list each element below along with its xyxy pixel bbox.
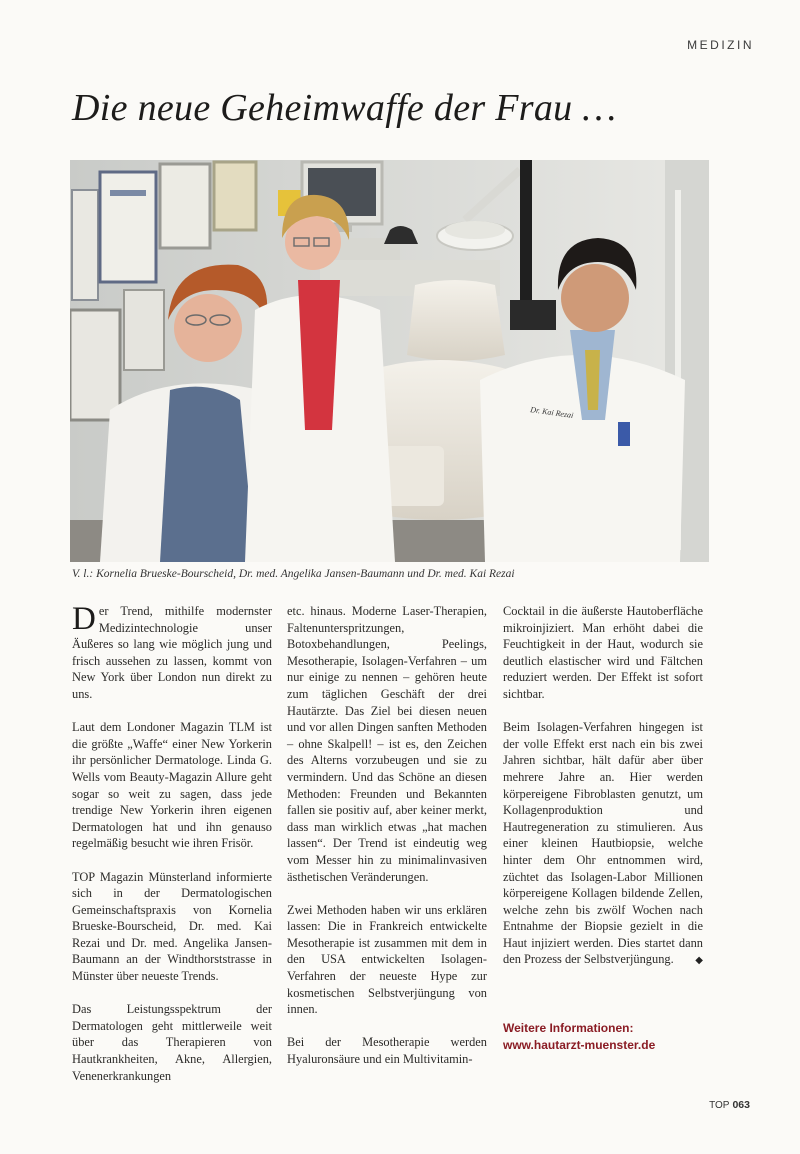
website-link[interactable]: www.hautarzt-muenster.de xyxy=(503,1038,656,1052)
paragraph xyxy=(503,719,703,968)
photo-caption: V. l.: Kornelia Brueske-Bourscheid, Dr. med. Angelika Jansen-Baumann und Dr. med. Kai Rezai xyxy=(72,568,515,580)
paragraph xyxy=(72,603,272,703)
more-info xyxy=(503,1020,723,1054)
headline: Die neue Geheimwaffe der Frau … xyxy=(72,87,617,129)
page-footer xyxy=(709,1099,750,1111)
text-column-1 xyxy=(72,603,272,1101)
text-column-3 xyxy=(503,603,703,985)
paragraph: Das Leistungsspektrum der Dermatologen geht mittlerweile weit über das Therapieren von Hautkrankheiten, Akne, Allergien, Venenerkrankungen xyxy=(72,1002,272,1083)
magazine-name: TOP xyxy=(709,1100,730,1111)
drop-cap: D xyxy=(72,601,96,637)
section-label: MEDIZIN xyxy=(687,38,754,52)
paragraph: Bei der Mesotherapie werden Hyaluronsäure und ein Multivitamin- xyxy=(287,1035,487,1067)
paragraph-text: Beim Isolagen-Verfahren hingegen ist der volle Effekt erst nach ein bis zwei Jahren sichtbar, hält dafür aber über mehrere Jahre an. Hier werden körpereigene Fibroblasten genutzt, um Kollagenproduktion und Hautregeneration zu stimulieren. Aus einer kleinen Hautbiopsie, welche hinter dem Ohr entnommen wird, züchtet das Isolagen-Labor Millionen körpereigene Kollagen bildende Zellen, welche zehn bis zwölf Wochen nach Entnahme der Biopsie gezielt in die Haut injiziert werden. Dies startet dann den Prozess der Selbstverjüngung. xyxy=(503,720,703,967)
paragraph: Cocktail in die äußerste Hautoberfläche mikroinjiziert. Man erhöht dabei die Feuchtigkeit in der Haut, wodurch sie deutlich elastischer wird und Fältchen reduziert werden. Der Effekt ist sofort sichtbar. xyxy=(503,604,703,701)
text-column-2 xyxy=(287,603,487,1084)
more-info-label: Weitere Informationen: xyxy=(503,1021,634,1035)
article-photo xyxy=(70,160,709,562)
paragraph: Laut dem Londoner Magazin TLM ist die größte „Waffe“ einer New Yorkerin ihr persönlicher Dermatologe. Linda G. Wells vom Beauty-Magazin Allure geht sogar so weit zu sagen, dass jede trendige New Yorkerin ihren eigenen Dermatologen hat und ihn genauso regelmäßig besucht wie ihren Frisör. xyxy=(72,720,272,851)
paragraph: etc. hinaus. Moderne Laser-Therapien, Faltenunterspritzungen, Botoxbehandlungen, Peelings, Mesotherapie, Isolagen-Verfahren – um nur einige zu nennen – gehören heute zum täglichen Geschäft der drei Hautärzte. Das Ziel bei diesen neuen und vor allen Dingen sanften Methoden – ohne Skalpell! – ist es, den Zeichen des Alterns vorzubeugen und sie zu vermindern. Und das Schöne an diesen Methoden: Freunden und Bekannten fallen sie positiv auf, aber keiner merkt, dass man wirklich etwas „hat machen lassen“. Der Trend ist eindeutig weg vom Messer hin zu minimalinvasiven ästhetischen Veränderungen. xyxy=(287,604,487,884)
coat-name-badge: Dr. Kai Rezai xyxy=(529,405,574,421)
end-mark-icon: ◆ xyxy=(695,955,703,967)
paragraph-text: er Trend, mithilfe modernster Medizintechnologie unser Äußeres so lang wie möglich jung und frisch aussehen zu lassen, kommt von New York über London nun direkt zu uns. xyxy=(72,604,272,701)
paragraph: TOP Magazin Münsterland informierte sich in der Dermatologischen Gemeinschaftspraxis von Kornelia Brueske-Bourscheid, Dr. med. Kai Rezai und Dr. med. Angelika Jansen-Baumann an der Windthorststrasse in Münster über neueste Trends. xyxy=(72,869,272,984)
page-number: 063 xyxy=(732,1099,750,1111)
paragraph: Zwei Methoden haben wir uns erklären lassen: Die in Frankreich entwickelte Mesotherapie ist zusammen mit dem in den USA entwickelten Isolagen-Verfahren der neueste Hype zur kosmetischen Selbstverjüngung von innen. xyxy=(287,902,487,1017)
